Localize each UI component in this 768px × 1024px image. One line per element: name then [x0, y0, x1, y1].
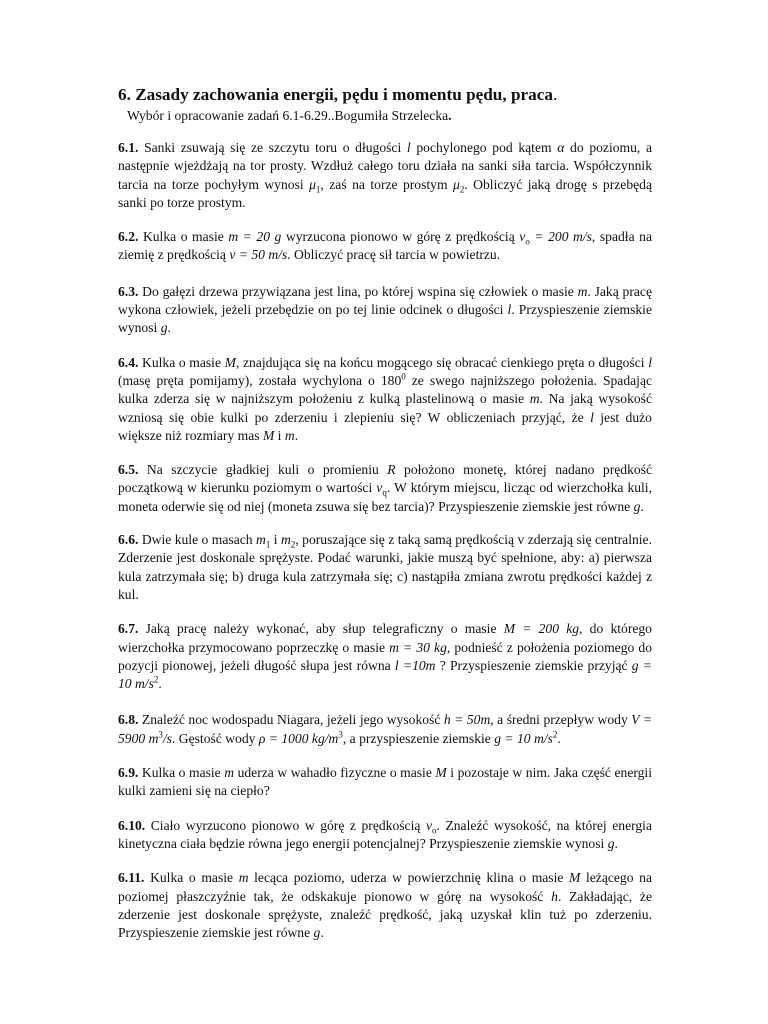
problem-6-2	[118, 228, 652, 265]
math-symbol: g = 10 m/s	[494, 730, 553, 746]
problem-text: jest dużo większe niż rozmiary mas	[118, 409, 652, 443]
problem-text: . W którym miejscu, licząc od wierzchołka kuli, moneta oderwie się od niej (moneta zsuwa się bez tarcia)? Przyspieszenie ziemskie jest równe	[118, 480, 652, 514]
math-index: 3	[338, 729, 343, 740]
problem-number: 6.2.	[118, 229, 139, 245]
math-symbol: M	[262, 427, 275, 443]
math-symbol: m	[284, 427, 295, 443]
math-index: 1	[315, 184, 321, 195]
math-symbol: g	[313, 925, 321, 941]
subtitle	[127, 107, 652, 125]
math-symbol: v	[425, 817, 432, 833]
math-symbol: h	[551, 888, 558, 904]
problem-text: , podnieść z położenia poziomego do pozycji pionowej, jeżeli długość słupa jest równa	[118, 639, 652, 673]
math-symbol: m	[224, 765, 235, 781]
math-index: 2	[290, 539, 296, 550]
problem-number: 6.4.	[118, 354, 139, 370]
subtitle-text: Wybór i opracowanie zadań 6.1-6.29..Bogumiła Strzelecka	[127, 108, 449, 123]
problem-text: .	[294, 427, 299, 443]
problem-6-6	[118, 531, 652, 604]
problem-text: . Zakładając, że zderzenie jest doskonale sprężyste, znaleźć prędkość, jaką uzyskał klin tuż po zderzeniu. Przyspieszenie ziemskie jest równe	[118, 888, 653, 941]
problem-6-10	[118, 817, 652, 854]
problem-text: .	[320, 925, 324, 941]
problem-text: do poziomu, a następnie wjeżdżają na tor prosty. Wzdłuż całego toru działa na sanki siła tarcia. Współczynnik tarcia na torze pochyłym wynosi	[118, 140, 652, 192]
math-index: o	[432, 825, 437, 836]
problem-text: , a przyspieszenie ziemskie	[342, 730, 495, 746]
problem-list	[118, 139, 652, 942]
problem-text: .	[614, 835, 618, 851]
math-symbol: l	[590, 409, 594, 425]
problem-text: , poruszające się z taką samą prędkością v zderzają się centralnie. Zderzenie jest doskonale sprężyste. Podać warunki, jakie muszą być spełnione, aby: a) pierwsza kula zatrzymała się; b) druga kula zatrzymała się; c) nastąpiła zmiana zwrotu prędkości każdej z kul.	[118, 532, 652, 602]
problem-text: lecąca poziomo, uderza w powierzchnię klina o masie	[248, 870, 570, 886]
problem-text: Na szczycie gładkiej kuli o promieniu	[138, 462, 388, 478]
problem-text: ze swego najniższego położenia. Spadając kulka zderza się w najniższym położeniu z kulką plastelinową o masie	[118, 372, 653, 407]
problem-text: Znaleźć noc wodospadu Niagara, jeżeli jego wysokość	[138, 712, 444, 728]
problem-number: 6.9.	[118, 765, 139, 781]
problem-text: wyrzucona pionowo w górę z prędkością	[281, 229, 520, 245]
problem-text: Kulka o masie	[138, 229, 229, 245]
math-symbol: g	[160, 320, 168, 336]
math-symbol: /s	[162, 730, 172, 746]
math-symbol: g	[633, 498, 641, 514]
problem-text: leżącego na poziomej płaszczyźnie tak, że odskakuje pionowo w górę na wysokość	[118, 870, 652, 904]
math-symbol: m	[577, 283, 588, 299]
problem-text: Dwie kule o masach	[138, 532, 256, 548]
problem-6-8	[118, 711, 652, 748]
problem-text: (masę pręta pomijamy), została wychylona o 180	[118, 372, 402, 388]
problem-text: .	[158, 676, 162, 692]
problem-6-7	[118, 620, 652, 693]
math-symbol: m	[238, 870, 249, 886]
math-symbol: M	[435, 765, 447, 781]
problem-text: Kulka o masie	[138, 354, 225, 370]
problem-text: .	[557, 730, 561, 746]
math-symbol: v = 50 m/s	[229, 247, 288, 263]
problem-6-4	[118, 354, 652, 445]
page-title	[118, 84, 652, 106]
math-symbol: h = 50m	[443, 712, 491, 728]
problem-number: 6.7.	[118, 621, 139, 637]
problem-6-11	[118, 869, 652, 942]
math-index: 3	[158, 729, 163, 740]
math-symbol: μ	[309, 176, 316, 192]
problem-text: Ciało wyrzucono pionowo w górę z prędkością	[145, 817, 426, 833]
math-index: o	[525, 236, 530, 247]
problem-text: , do którego wierzchołka przymocowano poprzeczkę o masie	[118, 621, 652, 655]
math-symbol: g	[607, 835, 615, 851]
problem-text: uderza w wahadło fizyczne o masie	[234, 765, 436, 781]
problem-text: Sanki zsuwają się ze szczytu toru o długości	[138, 140, 407, 155]
math-symbol: l	[648, 354, 652, 370]
math-symbol: R	[387, 462, 396, 478]
problem-text: Kulka o masie	[144, 870, 239, 886]
problem-text: i	[274, 427, 285, 443]
math-symbol: m	[529, 391, 540, 407]
math-symbol: M	[224, 354, 236, 370]
problem-text: .	[167, 320, 171, 336]
problem-number: 6.1.	[118, 140, 139, 155]
math-index: 2	[552, 729, 558, 740]
math-symbol: l	[406, 140, 411, 155]
problem-text: ? Przyspieszenie ziemskie przyjąć	[435, 657, 632, 673]
problem-number: 6.10.	[118, 817, 146, 833]
problem-text: . Jaką pracę wykona człowiek, jeżeli przebędzie on po tej linie odcinek o długości	[118, 283, 652, 318]
math-symbol: = 200 m/s	[529, 229, 592, 245]
math-symbol: m	[280, 532, 291, 548]
math-index: 2	[153, 674, 159, 685]
math-symbol: l =10m	[394, 657, 436, 673]
problem-6-1	[118, 139, 652, 212]
math-symbol: v	[519, 229, 526, 245]
problem-text: . Obliczyć jaką drogę s przebędą sanki po torze prostym.	[118, 176, 652, 210]
problem-text: położono monetę, której nadano prędkość początkową w kierunku poziomym o wartości	[118, 462, 653, 496]
problem-text: . Na jaką wysokość wzniosą się obie kulki po zderzeniu i zlepieniu się? W obliczeniach przyjąć, że	[118, 391, 652, 425]
problem-text: . Znaleźć wysokość, na której energia kinetyczna ciała będzie równa jego energii potencjalnej? Przyspieszenie ziemskie wynosi	[118, 817, 652, 851]
math-index: 0	[401, 371, 406, 382]
problem-text: i pozostaje w nim. Jaka część energii kulki zamieni się na ciepło?	[118, 765, 652, 799]
math-symbol: α	[557, 140, 565, 155]
math-index: 1	[265, 539, 271, 550]
problem-text: . Obliczyć pracę sił tarcia w powietrzu.	[287, 247, 501, 263]
problem-text: , zaś na torze prostym	[320, 176, 453, 192]
problem-number: 6.3.	[118, 283, 139, 299]
math-symbol: V = 5900 m	[118, 712, 652, 746]
subtitle-dot: .	[448, 108, 452, 123]
problem-text: Do gałęzi drzewa przywiązana jest lina, po której wspina się człowiek o masie	[138, 283, 578, 299]
problem-6-9	[118, 764, 652, 801]
problem-text: . Przyspieszenie ziemskie wynosi	[118, 302, 652, 336]
math-symbol: l	[507, 302, 512, 318]
math-index: 2	[459, 184, 465, 195]
problem-text: i	[270, 532, 281, 548]
math-symbol: M	[569, 870, 581, 886]
problem-number: 6.6.	[118, 532, 139, 548]
math-symbol: m = 20 g	[228, 229, 282, 245]
problem-6-3	[118, 283, 652, 338]
problem-text: Kulka o masie	[138, 765, 225, 781]
math-symbol: v	[376, 480, 383, 496]
problem-6-5	[118, 461, 652, 516]
problem-text: pochylonego pod kątem	[410, 140, 558, 155]
problem-text: Jaką pracę należy wykonać, aby słup telegraficzny o masie	[138, 621, 504, 637]
title-text: 6. Zasady zachowania energii, pędu i momentu pędu, praca	[118, 85, 553, 104]
math-symbol: m	[256, 532, 266, 548]
math-symbol: g = 10 m/s	[118, 657, 652, 692]
math-symbol: M = 200 kg	[503, 621, 580, 637]
problem-text: , znajdująca się na końcu mogącego się obracać cienkiego pręta o długości	[235, 354, 649, 370]
problem-text: . Gęstość wody	[171, 730, 259, 746]
problem-number: 6.5.	[118, 462, 139, 478]
problem-text: , a średni przepływ wody	[490, 712, 632, 728]
problem-number: 6.11.	[118, 870, 145, 886]
math-symbol: μ	[453, 176, 460, 192]
math-symbol: m = 30 kg	[389, 639, 447, 655]
problem-number: 6.8.	[118, 712, 139, 728]
title-dot: .	[552, 85, 558, 104]
math-index: q	[382, 488, 387, 499]
problem-text: .	[640, 498, 644, 514]
problem-text: , spadła na ziemię z prędkością	[118, 229, 652, 263]
math-symbol: ρ = 1000 kg/m	[258, 730, 339, 746]
